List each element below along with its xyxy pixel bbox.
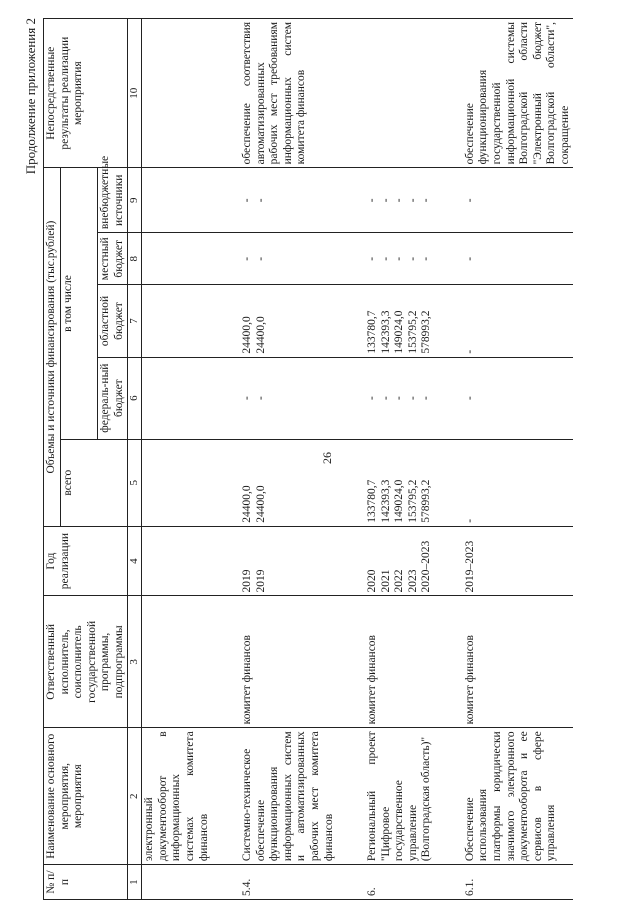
spacer-cell — [337, 865, 365, 900]
row-federal-value: - — [420, 396, 433, 401]
spacer-cell — [337, 19, 365, 168]
col-number: 6 — [128, 357, 142, 439]
row-extrabudget — [240, 168, 337, 233]
row-federal-value: - — [366, 396, 379, 401]
row-federal — [463, 357, 574, 439]
spacer-cell — [212, 596, 240, 728]
spacer-cell — [212, 19, 240, 168]
row-number — [142, 865, 212, 900]
row-total-value: 153795,2 — [406, 479, 419, 523]
header-federal: федераль-ный бюджет — [98, 357, 128, 439]
spacer-cell — [435, 596, 463, 728]
row-regional-value: 24400,0 — [254, 316, 267, 354]
spacer-cell — [337, 168, 365, 233]
row-name: Региональный проект "Цифровое государственное управление (Волгоградская область)" — [365, 728, 435, 865]
table-row — [365, 19, 435, 900]
row-federal — [142, 357, 212, 439]
row-regional — [463, 285, 574, 357]
row-regional-value: - — [463, 349, 476, 354]
row-number: 5.4. — [240, 865, 337, 900]
header-extrabudget: внебюджетные источники — [98, 168, 128, 233]
table-row — [240, 19, 337, 900]
spacer-cell — [435, 357, 463, 439]
row-regional-value: 24400,0 — [241, 316, 254, 354]
row-extrabudget-value: - — [366, 198, 379, 203]
spacer-cell — [435, 168, 463, 233]
row-total — [365, 439, 435, 526]
spacer-cell — [337, 233, 365, 285]
row-local — [463, 233, 574, 285]
row-total-value: 149024,0 — [393, 479, 406, 523]
row-local-value: - — [393, 256, 406, 261]
spacer-cell — [337, 285, 365, 357]
row-extrabudget-value: - — [379, 198, 392, 203]
row-total-value: 24400,0 — [254, 485, 267, 523]
row-federal-value: - — [254, 396, 267, 401]
col-number: 8 — [128, 233, 142, 285]
row-spacer — [212, 19, 240, 900]
header-year: Год реализации — [44, 526, 128, 596]
row-local — [365, 233, 435, 285]
row-total-value: 142393,3 — [379, 479, 392, 523]
row-federal-value: - — [406, 396, 419, 401]
row-regional-value: 153795,2 — [406, 310, 419, 354]
row-extrabudget-value: - — [254, 198, 267, 203]
col-number: 9 — [128, 168, 142, 233]
row-local-value: - — [366, 256, 379, 261]
header-results: Непосредственные результаты реализации мероприятия — [44, 19, 128, 168]
spacer-cell — [212, 168, 240, 233]
row-extrabudget — [142, 168, 212, 233]
row-years-value: 2019 — [254, 569, 267, 593]
spacer-cell — [212, 728, 240, 865]
spacer-cell — [337, 357, 365, 439]
row-number: 6. — [365, 865, 435, 900]
row-total-value: 24400,0 — [241, 485, 254, 523]
spacer-cell — [435, 526, 463, 596]
row-extrabudget-value: - — [420, 198, 433, 203]
spacer-cell — [337, 439, 365, 526]
col-number: 4 — [128, 526, 142, 596]
row-regional — [240, 285, 337, 357]
financing-table — [43, 18, 573, 900]
row-extrabudget-value: - — [463, 198, 476, 203]
row-extrabudget-value: - — [241, 198, 254, 203]
row-regional-value: 133780,7 — [366, 310, 379, 354]
col-number: 1 — [128, 865, 142, 900]
row-number: 6.1. — [463, 865, 574, 900]
row-years — [463, 526, 574, 596]
header-regional: областной бюджет — [98, 285, 128, 357]
header-local: местный бюджет — [98, 233, 128, 285]
row-executor: комитет финансов — [463, 596, 574, 728]
row-local-value: - — [254, 256, 267, 261]
table-row — [463, 19, 574, 900]
row-years-value: 2022 — [393, 569, 406, 593]
row-federal — [240, 357, 337, 439]
row-name: электронный документооборот в информационных системах комитета финансов — [142, 728, 212, 865]
row-federal-value: - — [463, 396, 476, 401]
row-total — [240, 439, 337, 526]
row-name: Обеспечение использования платформы юридически значимого электронного документооборота и ее сервисов в сфере управления — [463, 728, 574, 865]
row-extrabudget — [365, 168, 435, 233]
rotated-page — [23, 18, 638, 900]
row-years-value: 2020 — [366, 569, 379, 593]
spacer-cell — [212, 865, 240, 900]
header-including: в том числе — [60, 168, 98, 439]
row-local-value: - — [420, 256, 433, 261]
row-local-value: - — [406, 256, 419, 261]
col-number: 5 — [128, 439, 142, 526]
row-federal-value: - — [393, 396, 406, 401]
row-years-value: 2019 — [241, 569, 254, 593]
row-result: обеспечение функционирования государственной информационной системы Волгоградской области "Электронный бюджет Волгоградской области", сокращение — [463, 19, 574, 168]
header-finance-group: Объемы и источники финансирования (тыс.рублей) — [44, 168, 61, 526]
spacer-cell — [435, 233, 463, 285]
row-local-value: - — [241, 256, 254, 261]
row-total-value: 578993,2 — [420, 479, 433, 523]
header-name: Наименование основного мероприятия, мероприятия — [44, 728, 128, 865]
row-federal-value: - — [379, 396, 392, 401]
row-extrabudget-value: - — [406, 198, 419, 203]
spacer-cell — [212, 233, 240, 285]
spacer-cell — [435, 439, 463, 526]
col-number: 2 — [128, 728, 142, 865]
spacer-cell — [337, 596, 365, 728]
row-total-value: 133780,7 — [366, 479, 379, 523]
spacer-cell — [337, 526, 365, 596]
col-number: 10 — [128, 19, 142, 168]
row-result — [142, 19, 212, 168]
table-row — [142, 19, 212, 900]
spacer-cell — [337, 728, 365, 865]
row-years-value: 2019–2023 — [463, 540, 476, 593]
row-local-value: - — [379, 256, 392, 261]
row-executor — [142, 596, 212, 728]
spacer-cell — [212, 285, 240, 357]
row-total — [142, 439, 212, 526]
row-executor: комитет финансов — [365, 596, 435, 728]
col-number: 3 — [128, 596, 142, 728]
row-local — [142, 233, 212, 285]
row-result — [365, 19, 435, 168]
row-years-value: 2020–2023 — [420, 540, 433, 593]
header-total: всего — [60, 439, 128, 526]
row-spacer — [435, 19, 463, 900]
row-regional-value: 149024,0 — [393, 310, 406, 354]
spacer-cell — [435, 728, 463, 865]
row-years-value: 2021 — [379, 569, 392, 593]
col-number: 7 — [128, 285, 142, 357]
row-name: Системно-техническое обеспечение функционирования информационных систем и автоматизированных рабочих мест комитета финансов — [240, 728, 337, 865]
row-total-value: - — [463, 518, 476, 523]
spacer-cell — [212, 526, 240, 596]
spacer-cell — [212, 357, 240, 439]
row-regional — [142, 285, 212, 357]
table-body — [142, 19, 574, 900]
spacer-cell — [435, 865, 463, 900]
row-years — [365, 526, 435, 596]
row-result: обеспечение соответствия автоматизированных рабочих мест требованиям информационных систем комитета финансов — [240, 19, 337, 168]
header-number: № п/п — [44, 865, 128, 900]
row-local-value: - — [463, 256, 476, 261]
row-years-value: 2023 — [406, 569, 419, 593]
row-regional-value: 578993,2 — [420, 310, 433, 354]
table-caption: Продолжение приложения 2 — [23, 18, 38, 175]
spacer-cell — [212, 439, 240, 526]
row-years — [240, 526, 337, 596]
row-regional — [365, 285, 435, 357]
spacer-cell — [435, 285, 463, 357]
row-executor: комитет финансов — [240, 596, 337, 728]
spacer-cell — [435, 19, 463, 168]
row-local — [240, 233, 337, 285]
row-total — [463, 439, 574, 526]
header-executor: Ответственный исполнитель, соисполнитель государственной программы, подпрограммы — [44, 596, 128, 728]
row-extrabudget — [463, 168, 574, 233]
row-federal — [365, 357, 435, 439]
row-federal-value: - — [241, 396, 254, 401]
row-years — [142, 526, 212, 596]
row-regional-value: 142393,3 — [379, 310, 392, 354]
row-extrabudget-value: - — [393, 198, 406, 203]
page-number: 26 — [320, 452, 334, 464]
row-spacer — [337, 19, 365, 900]
